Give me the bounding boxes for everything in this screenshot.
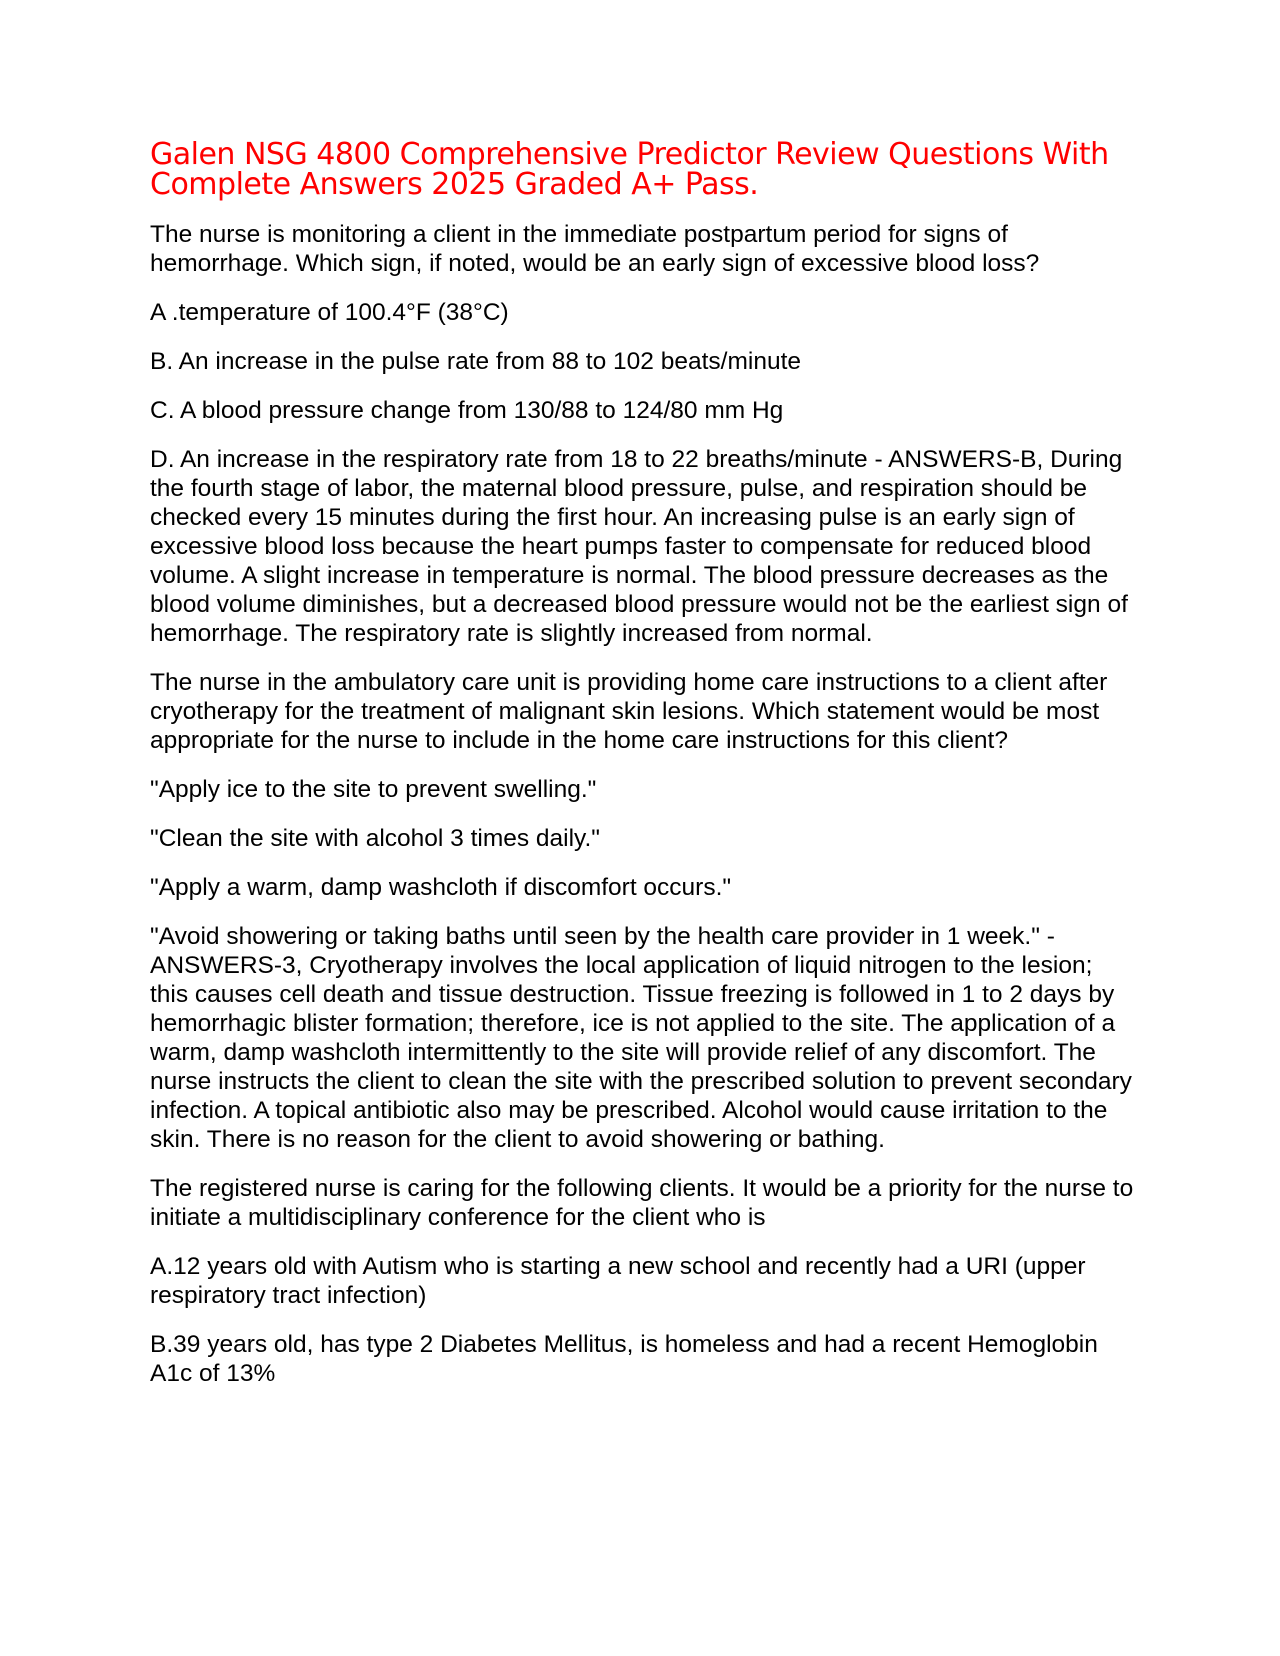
question-1-option-c: C. A blood pressure change from 130/88 to 124/80 mm Hg xyxy=(150,397,784,424)
question-3-option-a: A.12 years old with Autism who is starting a new school and recently had a URI (upper respiratory tract infection) xyxy=(150,1253,1086,1309)
document-title: Galen NSG 4800 Comprehensive Predictor Review Questions With Complete Answers 2025 Graded A+ Pass. xyxy=(150,137,1109,202)
question-1-option-d-answer: D. An increase in the respiratory rate from 18 to 22 breaths/minute - ANSWERS-B, During the fourth stage of labor, the maternal blood pressure, pulse, and respiration should be checked every 15 minutes during the first hour. An increasing pulse is an early sign of excessive blood loss because the heart pumps faster to compensate for reduced blood volume. A slight increase in temperature is normal. The blood pressure decreases as the blood volume diminishes, but a decreased blood pressure would not be the earliest sign of hemorrhage. The respiratory rate is slightly increased from normal. xyxy=(150,446,1128,647)
question-2-option-2: "Clean the site with alcohol 3 times daily." xyxy=(150,825,600,852)
question-2-option-1: "Apply ice to the site to prevent swelling." xyxy=(150,776,597,803)
question-2-option-3: "Apply a warm, damp washcloth if discomfort occurs." xyxy=(150,874,732,901)
question-1-option-a: A .temperature of 100.4°F (38°C) xyxy=(150,299,509,326)
question-1-stem: The nurse is monitoring a client in the immediate postpartum period for signs of hemorrhage. Which sign, if noted, would be an early sign of excessive blood loss? xyxy=(150,221,1040,277)
question-1-option-b: B. An increase in the pulse rate from 88 to 102 beats/minute xyxy=(150,348,801,375)
question-2-stem: The nurse in the ambulatory care unit is providing home care instructions to a client after cryotherapy for the treatment of malignant skin lesions. Which statement would be most appropriate for the nurse to include in the home care instructions for this client? xyxy=(150,669,1108,754)
question-3-stem: The registered nurse is caring for the following clients. It would be a priority for the nurse to initiate a multidisciplinary conference for the client who is xyxy=(150,1175,1134,1231)
document-content xyxy=(150,137,1135,1408)
question-2-option-4-answer: "Avoid showering or taking baths until seen by the health care provider in 1 week." - ANSWERS-3, Cryotherapy involves the local application of liquid nitrogen to the lesion; this causes cell death and tissue destruction. Tissue freezing is followed in 1 to 2 days by hemorrhagic blister formation; therefore, ice is not applied to the site. The application of a warm, damp washcloth intermittently to the site will provide relief of any discomfort. The nurse instructs the client to clean the site with the prescribed solution to prevent secondary infection. A topical antibiotic also may be prescribed. Alcohol would cause irritation to the skin. There is no reason for the client to avoid showering or bathing. xyxy=(150,923,1132,1153)
question-3-option-b: B.39 years old, has type 2 Diabetes Mellitus, is homeless and had a recent Hemoglobin A1c of 13% xyxy=(150,1331,1098,1387)
